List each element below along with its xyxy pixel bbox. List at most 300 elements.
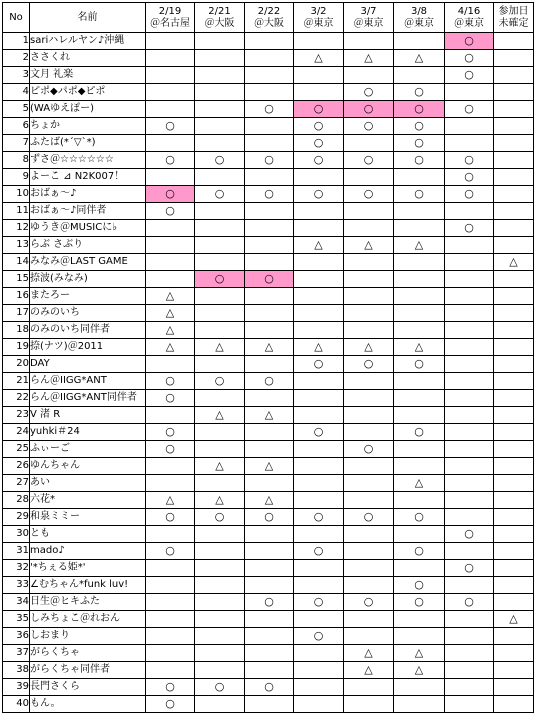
attendance-mark <box>494 237 534 254</box>
attendance-mark <box>445 407 494 424</box>
row-number: 1 <box>3 33 30 50</box>
attendance-mark <box>344 526 394 543</box>
attendance-mark: ○ <box>146 679 195 696</box>
participant-name: らん＠IIGG*ANT <box>30 373 146 390</box>
attendance-mark <box>245 526 294 543</box>
attendance-mark <box>445 339 494 356</box>
attendance-mark <box>445 509 494 526</box>
attendance-mark: △ <box>245 492 294 509</box>
attendance-mark: ○ <box>344 441 394 458</box>
attendance-mark <box>494 203 534 220</box>
attendance-mark <box>195 169 245 186</box>
attendance-mark <box>294 679 344 696</box>
table-row <box>3 305 534 322</box>
header-date-3: 2/22 ＠大阪 <box>245 3 294 33</box>
attendance-mark <box>494 271 534 288</box>
attendance-mark <box>494 441 534 458</box>
attendance-mark <box>344 390 394 407</box>
attendance-mark <box>245 424 294 441</box>
attendance-mark <box>344 492 394 509</box>
attendance-mark <box>195 560 245 577</box>
attendance-mark <box>394 492 445 509</box>
attendance-mark: ○ <box>344 186 394 203</box>
attendance-mark <box>146 50 195 67</box>
attendance-mark <box>195 203 245 220</box>
attendance-mark <box>394 220 445 237</box>
attendance-mark <box>494 560 534 577</box>
row-number: 24 <box>3 424 30 441</box>
row-number: 34 <box>3 594 30 611</box>
attendance-mark <box>394 305 445 322</box>
attendance-mark <box>245 543 294 560</box>
attendance-mark <box>146 271 195 288</box>
attendance-mark <box>344 288 394 305</box>
attendance-mark: ○ <box>445 33 494 50</box>
header-date-4: 3/2 ＠東京 <box>294 3 344 33</box>
attendance-mark <box>394 169 445 186</box>
attendance-mark <box>394 611 445 628</box>
row-number: 23 <box>3 407 30 424</box>
attendance-mark <box>344 611 394 628</box>
row-number: 4 <box>3 84 30 101</box>
header-name: 名前 <box>30 3 146 33</box>
participant-name: 長門さくら <box>30 679 146 696</box>
attendance-mark <box>344 628 394 645</box>
attendance-mark: △ <box>344 339 394 356</box>
attendance-mark <box>195 118 245 135</box>
attendance-mark: ○ <box>445 50 494 67</box>
attendance-mark <box>344 322 394 339</box>
participant-name: のみのいち同伴者 <box>30 322 146 339</box>
attendance-mark: ○ <box>146 373 195 390</box>
table-body <box>3 33 534 713</box>
attendance-mark <box>146 407 195 424</box>
participant-name: 日生＠ヒキふた <box>30 594 146 611</box>
attendance-mark <box>344 169 394 186</box>
attendance-mark: ○ <box>294 594 344 611</box>
table-row <box>3 135 534 152</box>
attendance-mark <box>146 101 195 118</box>
row-number: 31 <box>3 543 30 560</box>
attendance-mark: ○ <box>146 186 195 203</box>
attendance-mark: ○ <box>394 84 445 101</box>
attendance-mark: ○ <box>146 203 195 220</box>
attendance-mark <box>195 356 245 373</box>
attendance-mark <box>445 458 494 475</box>
attendance-mark <box>445 356 494 373</box>
attendance-mark: ○ <box>195 186 245 203</box>
row-number: 13 <box>3 237 30 254</box>
attendance-mark <box>245 135 294 152</box>
row-number: 12 <box>3 220 30 237</box>
attendance-mark <box>494 526 534 543</box>
attendance-mark: ○ <box>146 696 195 713</box>
attendance-mark: ○ <box>394 594 445 611</box>
attendance-mark <box>445 441 494 458</box>
attendance-mark <box>445 118 494 135</box>
attendance-mark <box>245 67 294 84</box>
attendance-mark <box>494 407 534 424</box>
row-number: 3 <box>3 67 30 84</box>
attendance-mark <box>195 441 245 458</box>
row-number: 40 <box>3 696 30 713</box>
participant-name: DAY <box>30 356 146 373</box>
attendance-mark <box>146 560 195 577</box>
attendance-mark <box>494 339 534 356</box>
attendance-mark: ○ <box>245 186 294 203</box>
row-number: 38 <box>3 662 30 679</box>
attendance-mark <box>294 441 344 458</box>
attendance-mark: ○ <box>294 424 344 441</box>
attendance-mark <box>494 390 534 407</box>
attendance-mark <box>245 50 294 67</box>
participant-name: またろー <box>30 288 146 305</box>
row-number: 19 <box>3 339 30 356</box>
attendance-mark <box>344 458 394 475</box>
attendance-mark <box>494 475 534 492</box>
attendance-mark <box>245 390 294 407</box>
attendance-mark: ○ <box>445 169 494 186</box>
attendance-mark: ○ <box>394 356 445 373</box>
attendance-mark <box>344 203 394 220</box>
attendance-mark <box>494 33 534 50</box>
table-row <box>3 254 534 271</box>
attendance-mark: △ <box>146 339 195 356</box>
attendance-mark: △ <box>294 339 344 356</box>
attendance-mark <box>195 67 245 84</box>
attendance-mark <box>445 271 494 288</box>
attendance-mark <box>445 237 494 254</box>
attendance-mark <box>344 271 394 288</box>
attendance-mark <box>445 645 494 662</box>
attendance-mark: ○ <box>294 628 344 645</box>
attendance-mark <box>394 33 445 50</box>
table-row <box>3 271 534 288</box>
attendance-mark <box>394 526 445 543</box>
attendance-mark: ○ <box>245 373 294 390</box>
attendance-mark <box>494 356 534 373</box>
table-row <box>3 424 534 441</box>
attendance-mark: ○ <box>294 135 344 152</box>
attendance-mark: △ <box>195 492 245 509</box>
attendance-mark <box>494 305 534 322</box>
attendance-mark <box>494 118 534 135</box>
table-row <box>3 356 534 373</box>
attendance-mark <box>494 628 534 645</box>
attendance-mark <box>344 67 394 84</box>
attendance-mark: ○ <box>394 135 445 152</box>
table-row <box>3 203 534 220</box>
participant-name: 六花* <box>30 492 146 509</box>
header-date-7: 4/16 ＠東京 <box>445 3 494 33</box>
attendance-mark <box>294 322 344 339</box>
attendance-mark <box>445 679 494 696</box>
attendance-mark <box>445 254 494 271</box>
attendance-mark <box>344 475 394 492</box>
participant-name: 捺波(みなみ) <box>30 271 146 288</box>
attendance-mark <box>494 288 534 305</box>
table-row <box>3 67 534 84</box>
participant-name: もん。 <box>30 696 146 713</box>
attendance-mark <box>146 237 195 254</box>
attendance-mark: ○ <box>344 118 394 135</box>
attendance-mark <box>494 543 534 560</box>
attendance-mark <box>394 373 445 390</box>
attendance-mark <box>494 186 534 203</box>
attendance-mark: △ <box>394 237 445 254</box>
attendance-mark <box>294 560 344 577</box>
attendance-mark <box>394 696 445 713</box>
participant-name: ふぃーご <box>30 441 146 458</box>
header-date-1: 2/19 ＠名古屋 <box>146 3 195 33</box>
row-number: 20 <box>3 356 30 373</box>
attendance-mark <box>146 356 195 373</box>
attendance-mark <box>195 220 245 237</box>
row-number: 9 <box>3 169 30 186</box>
attendance-mark <box>494 101 534 118</box>
attendance-mark: ○ <box>394 543 445 560</box>
attendance-mark: △ <box>494 254 534 271</box>
attendance-mark <box>445 135 494 152</box>
attendance-mark <box>245 118 294 135</box>
attendance-mark <box>146 662 195 679</box>
row-number: 2 <box>3 50 30 67</box>
row-number: 26 <box>3 458 30 475</box>
header-date-2: 2/21 ＠大阪 <box>195 3 245 33</box>
attendance-mark: ○ <box>146 509 195 526</box>
table-row <box>3 560 534 577</box>
attendance-mark <box>195 526 245 543</box>
attendance-mark: ○ <box>445 186 494 203</box>
attendance-mark <box>245 662 294 679</box>
attendance-mark <box>245 288 294 305</box>
table-row <box>3 526 534 543</box>
attendance-mark <box>344 696 394 713</box>
attendance-mark: △ <box>195 458 245 475</box>
attendance-mark: ○ <box>445 220 494 237</box>
attendance-mark: ○ <box>445 152 494 169</box>
attendance-mark: ○ <box>394 186 445 203</box>
attendance-mark <box>344 577 394 594</box>
attendance-mark: ○ <box>245 152 294 169</box>
attendance-mark <box>445 390 494 407</box>
table-row <box>3 441 534 458</box>
table-row <box>3 475 534 492</box>
attendance-mark <box>195 84 245 101</box>
attendance-mark <box>445 611 494 628</box>
attendance-mark <box>294 203 344 220</box>
attendance-mark <box>494 152 534 169</box>
attendance-mark <box>245 305 294 322</box>
attendance-mark: ○ <box>146 543 195 560</box>
attendance-mark <box>394 679 445 696</box>
attendance-mark <box>195 322 245 339</box>
attendance-mark <box>494 696 534 713</box>
attendance-mark <box>494 50 534 67</box>
row-number: 29 <box>3 509 30 526</box>
attendance-mark <box>344 560 394 577</box>
attendance-mark: △ <box>195 407 245 424</box>
row-number: 36 <box>3 628 30 645</box>
attendance-mark <box>245 441 294 458</box>
table-row <box>3 611 534 628</box>
table-row <box>3 50 534 67</box>
attendance-mark <box>294 645 344 662</box>
attendance-mark: ○ <box>195 509 245 526</box>
attendance-mark <box>445 373 494 390</box>
attendance-mark <box>245 577 294 594</box>
attendance-mark <box>146 628 195 645</box>
attendance-mark <box>195 101 245 118</box>
attendance-mark <box>294 373 344 390</box>
attendance-mark: △ <box>294 50 344 67</box>
attendance-mark: △ <box>344 645 394 662</box>
attendance-mark: ○ <box>146 152 195 169</box>
attendance-mark <box>245 560 294 577</box>
attendance-mark <box>146 458 195 475</box>
participant-name: みなみ＠LAST GAME <box>30 254 146 271</box>
attendance-mark <box>294 458 344 475</box>
attendance-mark: ○ <box>344 594 394 611</box>
header-row <box>3 3 534 33</box>
attendance-mark <box>294 492 344 509</box>
participant-name: とも <box>30 526 146 543</box>
attendance-mark <box>245 237 294 254</box>
attendance-mark <box>394 271 445 288</box>
row-number: 27 <box>3 475 30 492</box>
attendance-mark <box>494 509 534 526</box>
attendance-mark: △ <box>245 339 294 356</box>
attendance-mark <box>394 322 445 339</box>
attendance-mark <box>494 662 534 679</box>
attendance-mark <box>494 84 534 101</box>
attendance-mark <box>294 271 344 288</box>
attendance-table <box>2 2 534 713</box>
attendance-mark: ○ <box>344 356 394 373</box>
attendance-mark: ○ <box>344 101 394 118</box>
attendance-mark <box>394 407 445 424</box>
table-row <box>3 339 534 356</box>
attendance-mark: ○ <box>445 67 494 84</box>
table-row <box>3 169 534 186</box>
attendance-mark: ○ <box>245 101 294 118</box>
table-row <box>3 509 534 526</box>
attendance-mark <box>146 577 195 594</box>
attendance-mark <box>394 390 445 407</box>
header-date-6: 3/8 ＠東京 <box>394 3 445 33</box>
attendance-mark <box>245 33 294 50</box>
attendance-mark <box>195 475 245 492</box>
attendance-mark: ○ <box>344 152 394 169</box>
attendance-mark <box>294 611 344 628</box>
table-row <box>3 101 534 118</box>
attendance-mark: △ <box>146 322 195 339</box>
participant-name: V 渚 R <box>30 407 146 424</box>
attendance-mark <box>245 356 294 373</box>
attendance-mark <box>344 254 394 271</box>
attendance-mark: ○ <box>445 526 494 543</box>
attendance-mark <box>195 135 245 152</box>
attendance-mark <box>195 662 245 679</box>
attendance-mark <box>245 696 294 713</box>
attendance-mark <box>294 305 344 322</box>
participant-name: のみのいち <box>30 305 146 322</box>
attendance-mark <box>445 577 494 594</box>
row-number: 33 <box>3 577 30 594</box>
header-no: No <box>3 3 30 33</box>
table-row <box>3 84 534 101</box>
attendance-mark <box>494 322 534 339</box>
attendance-mark <box>445 475 494 492</box>
participant-name: sariハレルヤン♪沖縄 <box>30 33 146 50</box>
attendance-mark: ○ <box>445 101 494 118</box>
attendance-mark: △ <box>344 50 394 67</box>
attendance-mark <box>344 407 394 424</box>
attendance-mark: △ <box>394 339 445 356</box>
attendance-mark <box>494 577 534 594</box>
attendance-mark <box>494 424 534 441</box>
row-number: 8 <box>3 152 30 169</box>
attendance-mark: △ <box>245 407 294 424</box>
attendance-mark <box>245 611 294 628</box>
attendance-mark <box>195 628 245 645</box>
participant-name: 文月 礼楽 <box>30 67 146 84</box>
attendance-mark: ○ <box>245 679 294 696</box>
table-row <box>3 458 534 475</box>
attendance-mark: ○ <box>245 509 294 526</box>
attendance-mark: ○ <box>146 118 195 135</box>
attendance-mark <box>294 407 344 424</box>
participant-name: ピポ◆パポ◆ピポ <box>30 84 146 101</box>
attendance-mark: △ <box>494 611 534 628</box>
attendance-mark: ○ <box>344 509 394 526</box>
attendance-mark: △ <box>394 662 445 679</box>
row-number: 17 <box>3 305 30 322</box>
attendance-mark: ○ <box>245 594 294 611</box>
attendance-mark <box>344 135 394 152</box>
row-number: 28 <box>3 492 30 509</box>
attendance-mark <box>245 203 294 220</box>
attendance-mark <box>494 135 534 152</box>
row-number: 7 <box>3 135 30 152</box>
table-row <box>3 390 534 407</box>
row-number: 5 <box>3 101 30 118</box>
attendance-mark <box>445 662 494 679</box>
attendance-mark <box>445 628 494 645</box>
attendance-mark <box>195 305 245 322</box>
attendance-mark <box>445 492 494 509</box>
attendance-mark <box>146 254 195 271</box>
attendance-mark <box>394 441 445 458</box>
attendance-mark: ○ <box>146 424 195 441</box>
attendance-mark <box>445 288 494 305</box>
attendance-mark <box>146 33 195 50</box>
attendance-mark: △ <box>146 305 195 322</box>
attendance-mark <box>494 679 534 696</box>
attendance-mark <box>146 220 195 237</box>
attendance-mark <box>294 33 344 50</box>
participant-name: ゆうき＠MUSICに♭ <box>30 220 146 237</box>
attendance-mark <box>294 288 344 305</box>
participant-name: ずさ＠☆☆☆☆☆☆ <box>30 152 146 169</box>
attendance-mark <box>344 424 394 441</box>
attendance-mark: ○ <box>294 101 344 118</box>
attendance-mark: △ <box>245 458 294 475</box>
attendance-mark: △ <box>195 339 245 356</box>
attendance-mark <box>195 543 245 560</box>
attendance-mark <box>445 203 494 220</box>
attendance-mark <box>146 645 195 662</box>
